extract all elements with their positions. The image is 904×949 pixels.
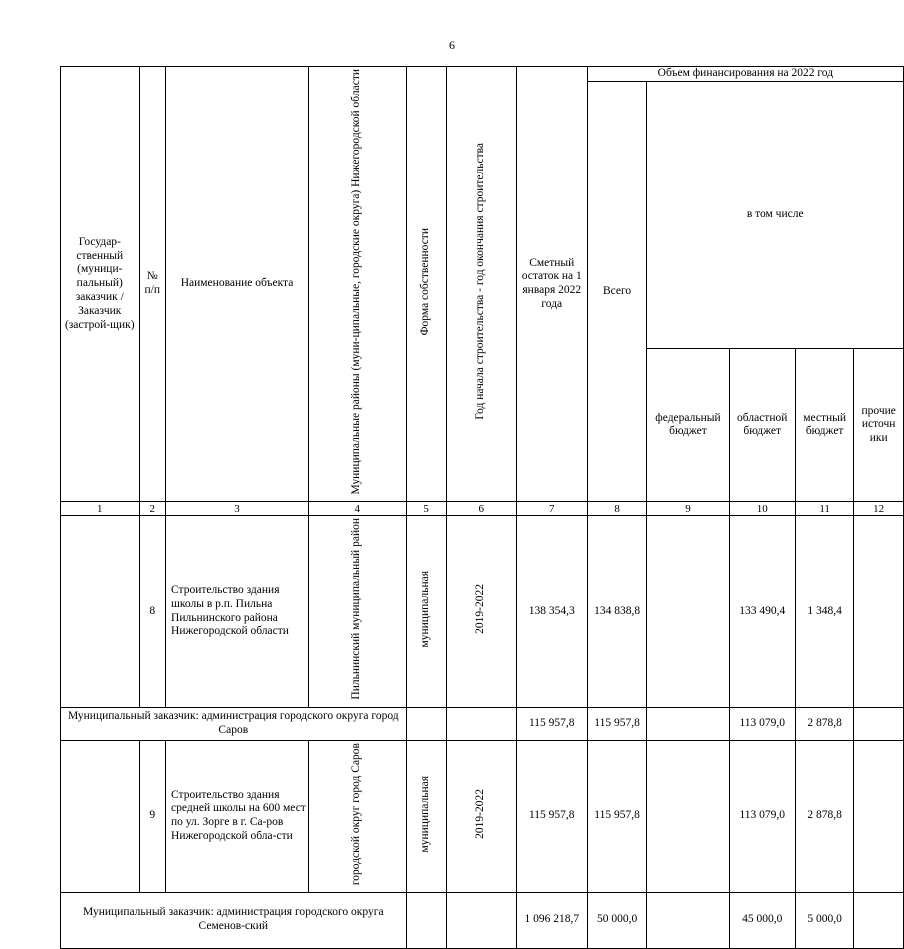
balance: 115 957,8 [516,740,587,892]
regional: 113 079,0 [729,707,795,740]
object-name: Строительство здания средней школы на 600 мест по ул. Зорге в г. Са-ров Нижегородской обла-сти [166,740,309,892]
column-number: 7 [516,502,587,516]
ownership-cell [406,707,446,740]
local: 2 878,8 [795,740,853,892]
header-years: Год начала строительства - год окончания строительства [474,143,487,421]
total: 115 957,8 [587,707,647,740]
federal [647,892,729,948]
ownership: муниципальная [419,570,432,648]
years-cell [446,740,516,892]
column-number: 11 [795,502,853,516]
column-number: 12 [854,502,904,516]
local: 5 000,0 [795,892,853,948]
header-object-name: Наименование объекта [166,67,309,502]
header-ownership-cell [406,67,446,502]
years: 2019-2022 [474,584,487,635]
column-number: 2 [139,502,165,516]
column-number: 3 [166,502,309,516]
page-number: 6 [449,38,455,52]
table-row [61,740,904,892]
total: 115 957,8 [587,740,647,892]
regional: 133 490,4 [729,516,795,707]
header-including: в том числе [647,82,904,349]
federal [647,516,729,707]
other [854,740,904,892]
column-number: 10 [729,502,795,516]
district-cell [309,740,407,892]
customer-cell [61,740,140,892]
header-financing: Объем финансирования на 2022 год [587,67,903,82]
column-number: 5 [406,502,446,516]
row-num: 8 [139,516,165,707]
other [854,892,904,948]
district: Пильнинский муниципальный район [350,518,363,700]
column-number-row [61,502,904,516]
years-cell [446,516,516,707]
header-years-cell [446,67,516,502]
municipal-customer: Муниципальный заказчик: администрация городского округа Семенов-ский [61,892,407,948]
table-row [61,892,904,948]
regional: 113 079,0 [729,740,795,892]
column-number: 4 [309,502,407,516]
header-local: местный бюджет [795,349,853,502]
column-number: 8 [587,502,647,516]
other [854,516,904,707]
total: 134 838,8 [587,516,647,707]
ownership-cell [406,740,446,892]
header-regional: областной бюджет [729,349,795,502]
regional: 45 000,0 [729,892,795,948]
header-total: Всего [587,82,647,502]
ownership-cell [406,516,446,707]
federal [647,707,729,740]
years-cell [446,892,516,948]
federal [647,740,729,892]
district: городской округ город Саров [350,742,363,885]
local: 1 348,4 [795,516,853,707]
ownership: муниципальная [419,775,432,853]
years: 2019-2022 [474,788,487,839]
header-balance: Сметный остаток на 1 января 2022 года [516,67,587,502]
balance: 115 957,8 [516,707,587,740]
column-number: 1 [61,502,140,516]
header-other: прочие источн ики [854,349,904,502]
header-num: № п/п [139,67,165,502]
balance: 138 354,3 [516,516,587,707]
header-district-cell [309,67,407,502]
header-federal: федеральный бюджет [647,349,729,502]
header-ownership: Форма собственности [419,228,432,336]
financing-table [60,66,904,949]
municipal-customer: Муниципальный заказчик: администрация городского округа город Саров [61,707,407,740]
row-num: 9 [139,740,165,892]
column-number: 6 [446,502,516,516]
header-district: Муниципальные районы (муни-ципальные, городские округа) Нижегородской области [350,69,363,495]
balance: 1 096 218,7 [516,892,587,948]
other [854,707,904,740]
total: 50 000,0 [587,892,647,948]
years-cell [446,707,516,740]
customer-cell [61,516,140,707]
table-row [61,707,904,740]
object-name: Строительство здания школы в р.п. Пильна Пильнинского района Нижегородской области [166,516,309,707]
local: 2 878,8 [795,707,853,740]
ownership-cell [406,892,446,948]
table-row [61,516,904,707]
column-number: 9 [647,502,729,516]
district-cell [309,516,407,707]
header-customer: Государ-ственный (муници-пальный) заказчик / Заказчик (застрой-щик) [61,67,140,502]
